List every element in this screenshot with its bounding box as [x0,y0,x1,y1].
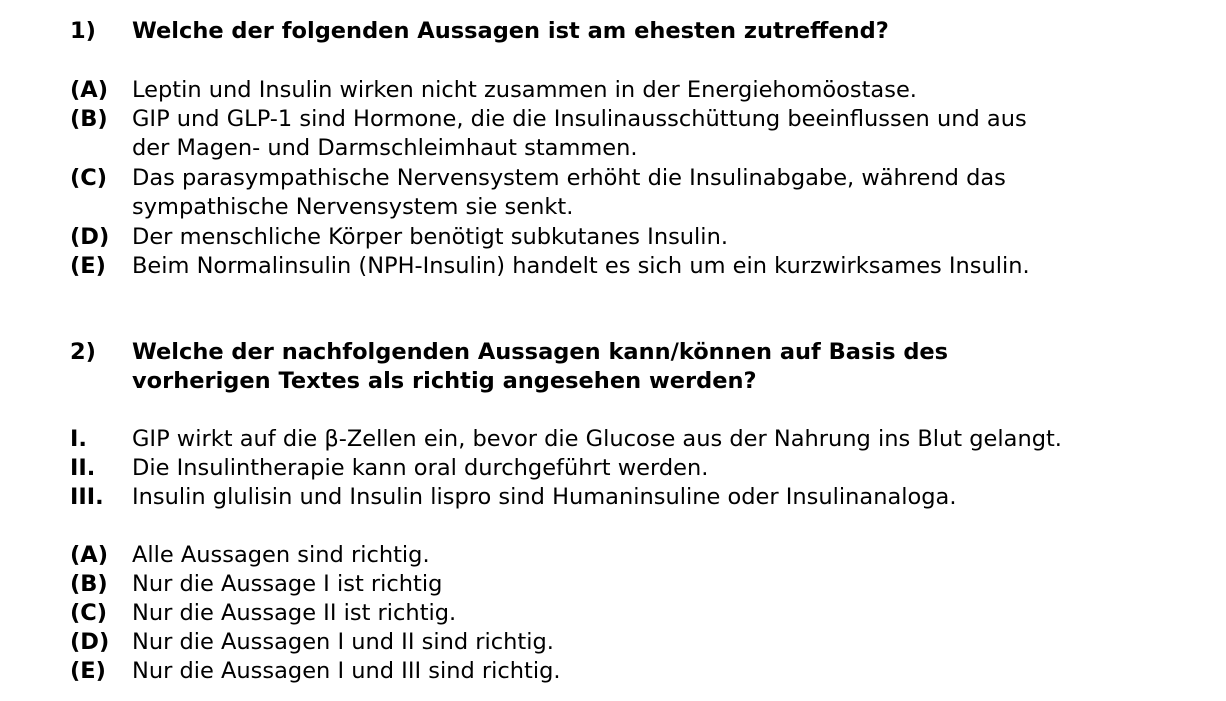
option-label: (C) [70,165,108,191]
option-text [132,164,1220,222]
option-text: Nur die Aussage II ist richtig. [132,600,457,626]
option-label: (D) [70,224,110,250]
statement-3 [70,483,1220,512]
question-number: 2) [70,339,96,365]
statement-text: GIP wirkt auf die β-Zellen ein, bevor die Glucose aus der Nahrung ins Blut gelangt. [132,426,1062,452]
statement-1 [70,425,1220,454]
question-title-line: Welche der nachfolgenden Aussagen kann/können auf Basis des [132,339,949,365]
question-title [132,338,1220,396]
question-2-option-d [70,628,1220,657]
statement-2 [70,454,1220,483]
question-title-line: vorherigen Textes als richtig angesehen werden? [132,368,757,394]
question-1-option-b [70,105,1220,163]
option-text-line: Das parasympathische Nervensystem erhöht die Insulinabgabe, während das [132,165,1006,191]
option-label: (B) [70,106,108,132]
option-text: Nur die Aussage I ist richtig [132,571,443,597]
option-label: (A) [70,542,108,568]
question-title: Welche der folgenden Aussagen ist am ehesten zutreffend? [132,18,889,44]
option-text: Der menschliche Körper benötigt subkutanes Insulin. [132,224,728,250]
option-text-line: der Magen- und Darmschleimhaut stammen. [132,135,638,161]
option-text-line: sympathische Nervensystem sie senkt. [132,194,574,220]
question-1-heading [70,17,1220,46]
statement-label: II. [70,455,96,481]
question-1-option-c [70,164,1220,222]
option-text: Nur die Aussagen I und III sind richtig. [132,658,561,684]
statement-label: I. [70,426,87,452]
option-text: Nur die Aussagen I und II sind richtig. [132,629,554,655]
statement-text: Die Insulintherapie kann oral durchgeführt werden. [132,455,709,481]
option-label: (E) [70,658,106,684]
question-number: 1) [70,18,96,44]
question-1-option-d [70,223,1220,252]
option-text: Leptin und Insulin wirken nicht zusammen in der Energiehomöostase. [132,77,917,103]
option-label: (E) [70,253,106,279]
question-1-option-a [70,76,1220,105]
option-label: (D) [70,629,110,655]
statement-text: Insulin glulisin und Insulin lispro sind Humaninsuline oder Insulinanaloga. [132,484,957,510]
question-2-option-c [70,599,1220,628]
option-text-line: GIP und GLP-1 sind Hormone, die die Insulinausschüttung beeinflussen und aus [132,106,1027,132]
question-2-heading [70,338,1220,396]
question-2-option-e [70,657,1220,686]
option-text [132,105,1220,163]
option-text: Alle Aussagen sind richtig. [132,542,430,568]
option-label: (C) [70,600,108,626]
statement-label: III. [70,484,104,510]
option-label: (A) [70,77,108,103]
question-2-option-a [70,541,1220,570]
option-text: Beim Normalinsulin (NPH-Insulin) handelt es sich um ein kurzwirksames Insulin. [132,253,1030,279]
question-1-option-e [70,252,1220,281]
option-label: (B) [70,571,108,597]
question-2-option-b [70,570,1220,599]
